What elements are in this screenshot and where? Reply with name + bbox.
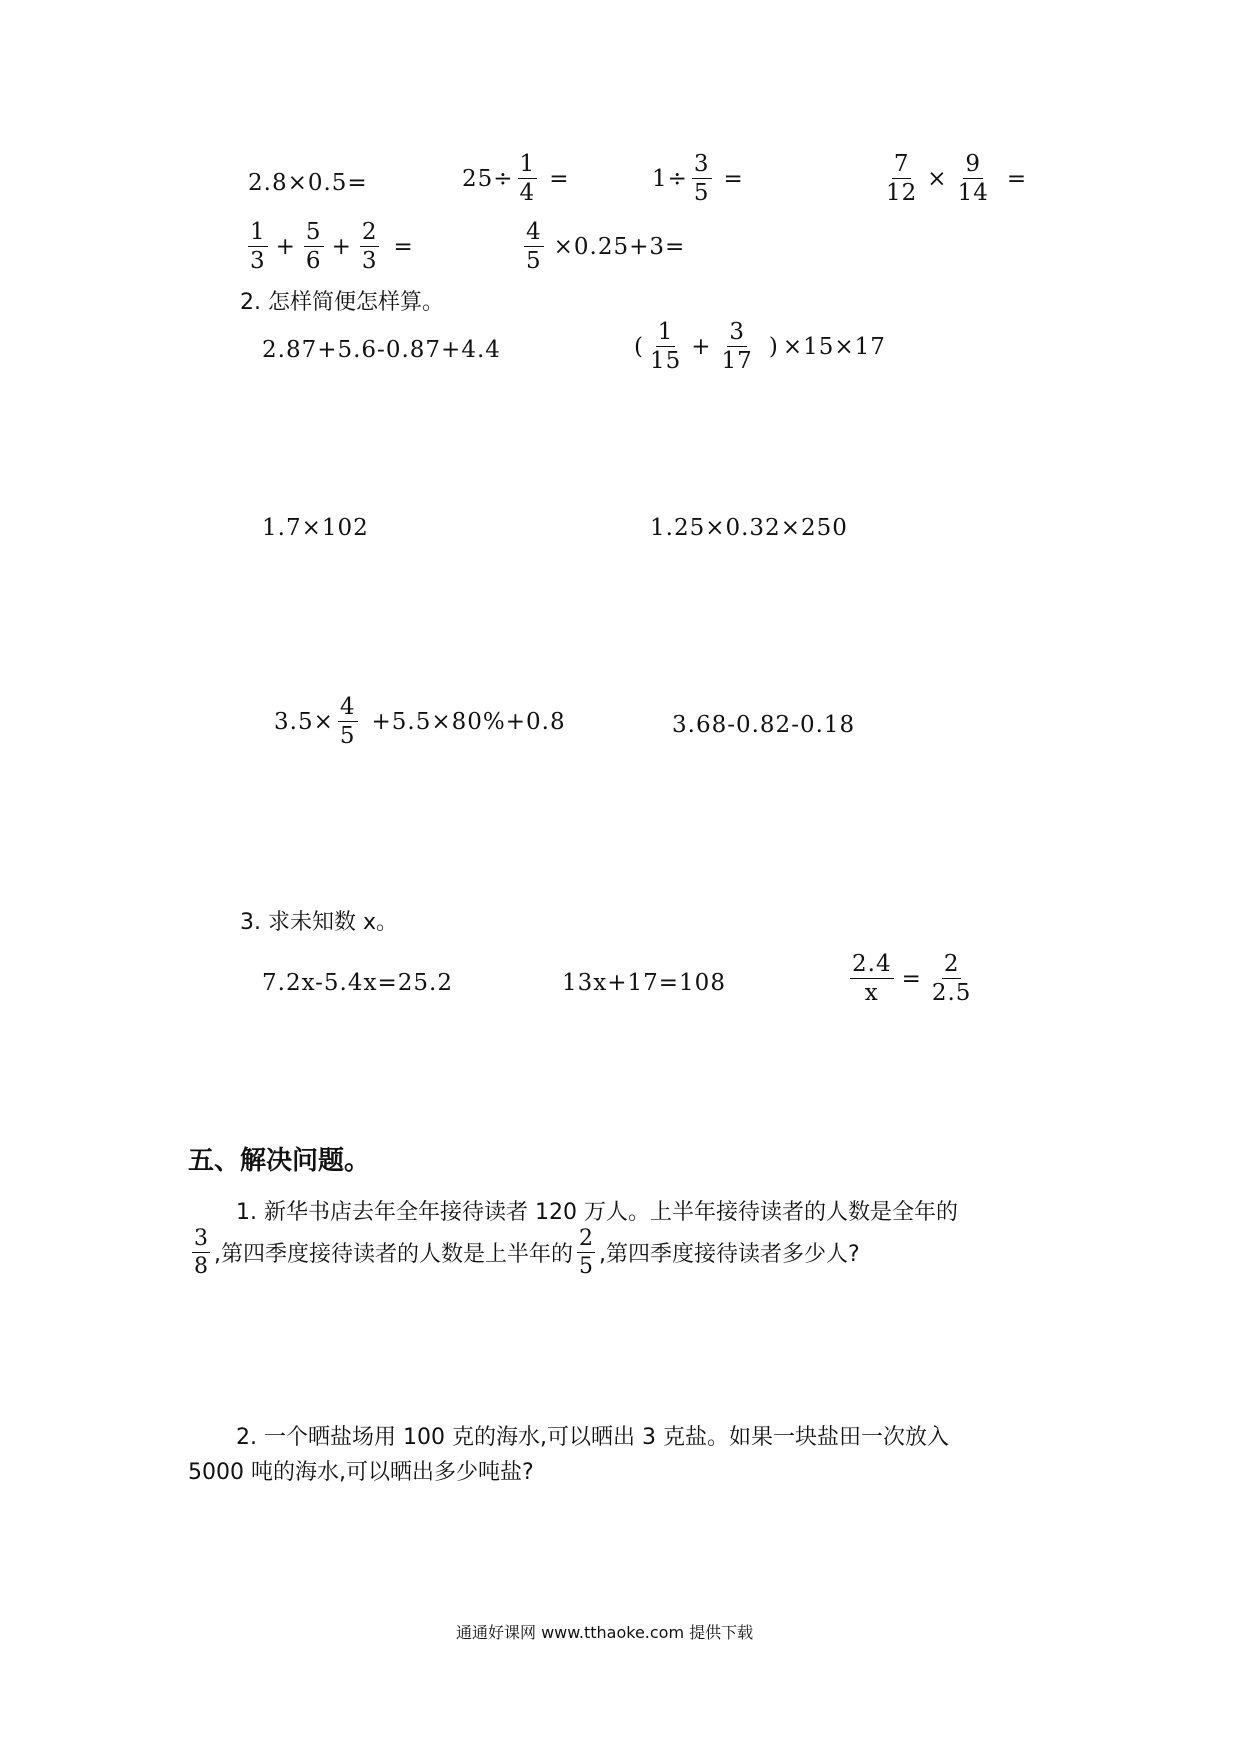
denominator: 6 [305,248,322,275]
equals: = [549,165,570,192]
numerator: 7 [892,152,912,179]
denominator: 14 [957,180,989,207]
calc-6: 3.68-0.82-0.18 [672,712,856,738]
operator: + [275,233,296,260]
expr-2-pre: 25÷ [462,165,514,192]
equation-2: 13x+17=108 [562,970,726,996]
fraction [930,952,974,1005]
numerator: 3 [192,1227,210,1253]
expr-2 [462,152,569,205]
denominator: 3 [361,248,378,275]
equation-3 [846,952,977,1005]
fraction [692,152,712,205]
numerator: 3 [727,320,747,347]
numerator: 4 [338,695,358,722]
problem-1-line-2 [188,1227,860,1278]
problem-1-text-end: ,第四季度接待读者多少人? [599,1242,860,1268]
denominator: 2.5 [931,980,972,1007]
calc-2-rest: ×15×17 [782,333,886,360]
calc-2 [634,320,886,373]
denominator: 5 [339,723,356,750]
numerator: 1 [518,152,538,179]
page-footer: 通通好课网 www.tthaoke.com 提供下载 [456,1623,754,1642]
calc-1: 2.87+5.6-0.87+4.4 [262,337,501,363]
section-5-title: 五、解决问题。 [188,1146,371,1176]
problem-2-line-2: 5000 吨的海水,可以晒出多少吨盐? [188,1460,534,1485]
numerator: 2 [942,952,962,979]
close-paren: ) [768,333,779,360]
numerator: 2.4 [850,952,894,979]
expr-3-pre: 1÷ [652,165,688,192]
fraction [192,1227,210,1278]
denominator: 12 [886,180,918,207]
numerator: 1 [248,220,268,247]
open-paren: ( [634,333,644,360]
expr-3 [652,152,744,205]
numerator: 1 [656,320,676,347]
operator: = [901,965,922,992]
denominator: 5 [693,180,710,207]
fraction [338,695,358,748]
equals: = [1006,165,1028,192]
numerator: 5 [304,220,324,247]
fraction [248,220,268,273]
fraction [304,220,324,273]
calc-4: 1.25×0.32×250 [650,515,848,541]
expr-4 [880,152,1027,205]
section-3-title: 3. 求未知数 x。 [240,910,398,935]
expr-5 [244,220,414,273]
denominator: 5 [526,248,542,275]
calc-5-rest: +5.5×80%+0.8 [371,708,566,735]
equals: = [393,233,414,260]
fraction [850,952,894,1005]
expr-6 [520,220,685,273]
fraction [720,320,755,373]
fraction [360,220,380,273]
section-2-title: 2. 怎样简便怎样算。 [240,290,444,315]
problem-2-line-1: 2. 一个晒盐场用 100 克的海水,可以晒出 3 克盐。如果一块盐田一次放入 [236,1425,949,1450]
denominator: 3 [250,248,266,275]
denominator: 5 [579,1254,593,1280]
denominator: x [864,980,879,1007]
calc-5 [274,695,566,748]
equals: = [723,165,744,192]
numerator: 9 [963,152,983,179]
fraction [524,220,544,273]
expr-6-rest: ×0.25+3= [553,233,686,260]
fraction [884,152,919,205]
numerator: 4 [524,220,544,247]
numerator: 2 [577,1227,595,1253]
fraction [577,1227,595,1278]
equation-1: 7.2x-5.4x=25.2 [262,970,453,996]
calc-3: 1.7×102 [262,515,369,541]
denominator: 15 [649,348,682,375]
operator: + [331,233,352,260]
denominator: 4 [519,180,536,207]
calc-5-pre: 3.5× [274,708,334,735]
expr-1: 2.8×0.5= [248,170,368,196]
operator: + [691,333,712,360]
problem-1-text: ,第四季度接待读者的人数是上半年的 [214,1242,573,1268]
fraction [956,152,991,205]
numerator: 2 [360,220,380,247]
fraction [648,320,683,373]
numerator: 3 [692,152,712,179]
problem-1-line-1: 1. 新华书店去年全年接待读者 120 万人。上半年接待读者的人数是全年的 [236,1200,958,1225]
denominator: 17 [721,348,753,375]
operator: × [927,165,948,192]
denominator: 8 [194,1254,208,1280]
fraction [518,152,538,205]
